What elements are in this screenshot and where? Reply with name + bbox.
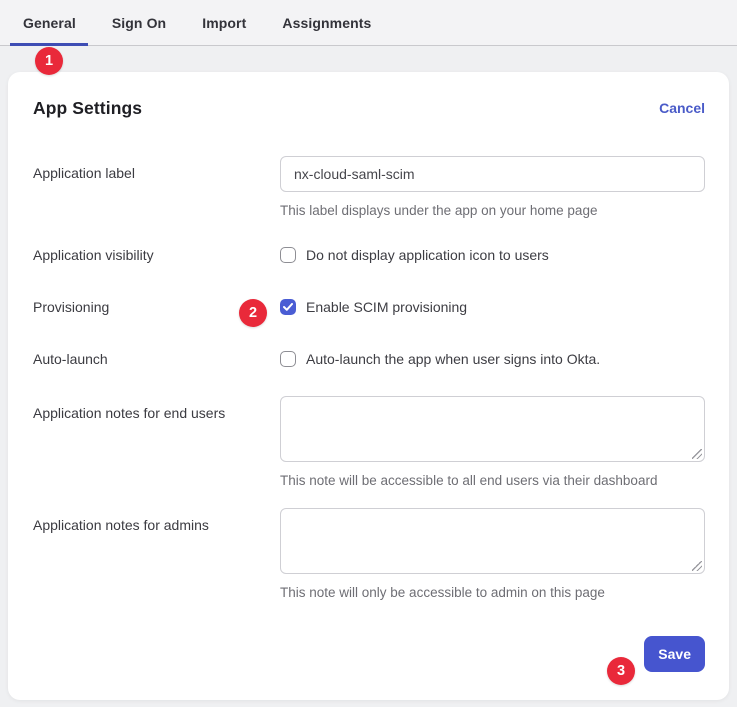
provisioning-label: Provisioning	[33, 299, 110, 315]
notes-end-users-label: Application notes for end users	[33, 405, 226, 421]
provisioning-row	[33, 299, 705, 315]
cancel-button[interactable]: Cancel	[659, 100, 705, 116]
application-label-row	[33, 156, 705, 218]
checkmark-icon	[283, 303, 293, 311]
tab-assignments[interactable]: Assignments	[282, 14, 372, 31]
save-button[interactable]: Save	[644, 636, 705, 672]
notes-admins-textarea[interactable]	[280, 508, 705, 574]
notes-end-users-textarea[interactable]	[280, 396, 705, 462]
provisioning-checkbox[interactable]	[280, 299, 296, 315]
notes-admins-row	[33, 508, 705, 600]
application-label-label: Application label	[33, 165, 135, 181]
application-visibility-row	[33, 247, 705, 263]
application-visibility-label: Application visibility	[33, 247, 154, 263]
application-visibility-checkbox[interactable]	[280, 247, 296, 263]
tab-general[interactable]: General	[23, 0, 76, 45]
notes-end-users-help: This note will be accessible to all end users via their dashboard	[280, 473, 658, 488]
auto-launch-label: Auto-launch	[33, 351, 108, 367]
annotation-badge-2: 2	[239, 299, 267, 327]
annotation-badge-3: 3	[607, 657, 635, 685]
footer-actions	[33, 636, 705, 672]
application-visibility-checkbox-label: Do not display application icon to users	[306, 247, 549, 263]
page-title: App Settings	[33, 97, 143, 118]
notes-admins-help: This note will only be accessible to admin on this page	[280, 585, 605, 600]
tab-bar	[0, 0, 737, 46]
application-label-input[interactable]	[280, 156, 705, 192]
provisioning-checkbox-label: Enable SCIM provisioning	[306, 299, 468, 315]
app-settings-panel	[8, 72, 729, 700]
auto-launch-checkbox-label: Auto-launch the app when user signs into Okta.	[306, 351, 601, 367]
tab-sign-on[interactable]: Sign On	[111, 14, 167, 31]
annotation-badge-1: 1	[35, 47, 63, 75]
auto-launch-checkbox[interactable]	[280, 351, 296, 367]
tab-import[interactable]: Import	[202, 14, 247, 31]
panel-header	[33, 96, 705, 120]
auto-launch-row	[33, 351, 705, 367]
application-label-help: This label displays under the app on your home page	[280, 203, 598, 218]
notes-end-users-row	[33, 396, 705, 488]
notes-admins-label: Application notes for admins	[33, 517, 209, 533]
